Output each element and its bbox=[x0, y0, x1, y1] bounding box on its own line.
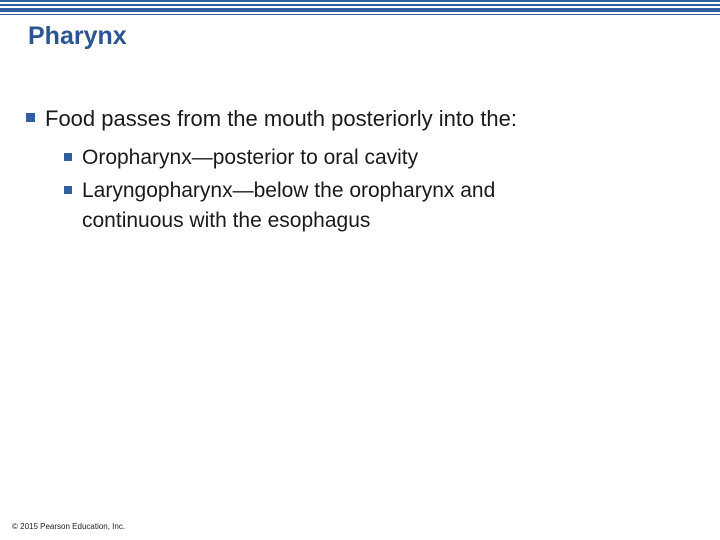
slide-title: Pharynx bbox=[28, 22, 127, 50]
header-decorative-bars bbox=[0, 0, 720, 18]
sub-bullet-text: Laryngopharynx—below the oropharynx and continuous with the esophagus bbox=[82, 179, 496, 232]
bullet-text: Food passes from the mouth posteriorly into the: bbox=[45, 106, 518, 131]
header-bar bbox=[0, 0, 720, 2]
copyright-footer: © 2015 Pearson Education, Inc. bbox=[12, 522, 126, 531]
sub-bullet-item bbox=[64, 176, 706, 236]
header-bar bbox=[0, 4, 720, 6]
slide-body bbox=[26, 104, 706, 236]
square-bullet-icon bbox=[26, 113, 35, 122]
sub-bullet-text: Oropharynx—posterior to oral cavity bbox=[82, 146, 419, 169]
bullet-item bbox=[26, 104, 706, 134]
header-rule bbox=[0, 14, 720, 15]
square-bullet-icon bbox=[64, 153, 72, 161]
header-bar bbox=[0, 8, 720, 12]
sub-bullet-item bbox=[64, 143, 706, 173]
square-bullet-icon bbox=[64, 186, 72, 194]
